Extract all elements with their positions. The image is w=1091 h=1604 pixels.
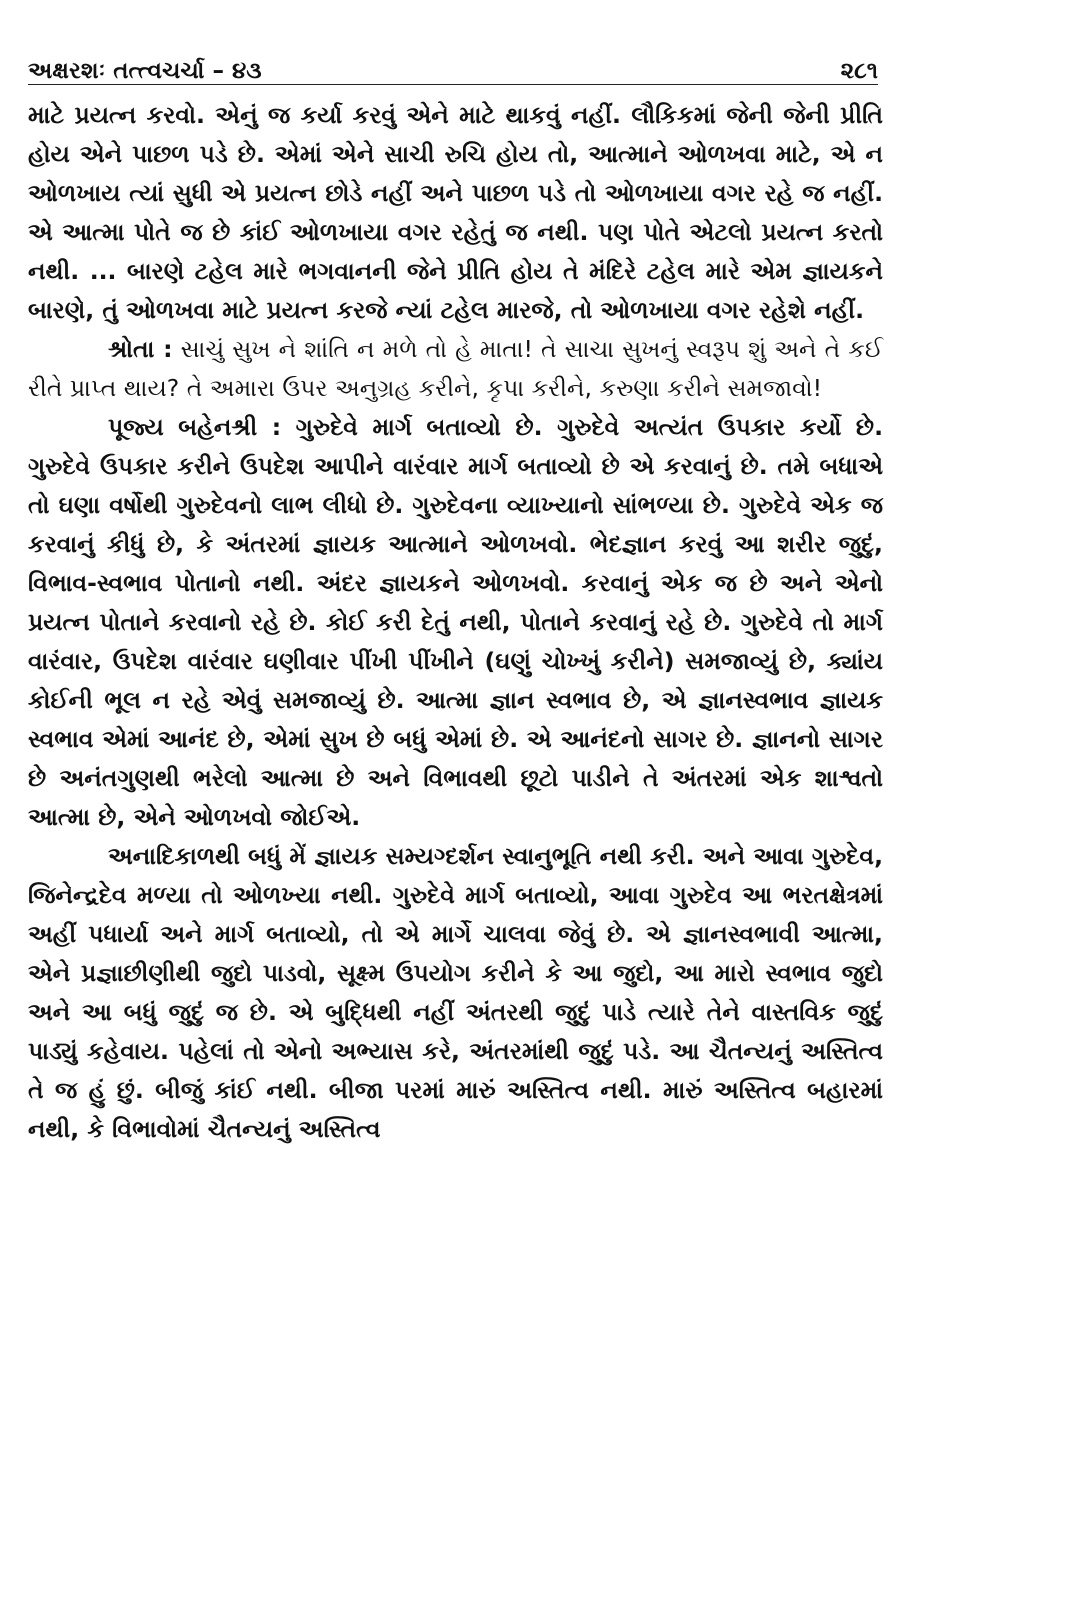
paragraph-text: અનાદિકાળથી બધું મેં જ્ઞાયક સમ્યગ્દર્શન સ્વાનુભૂતિ નથી કરી. અને આવા ગુરુદેવ, જિનેન્દ્રદેવ મળ્યા તો ઓળખ્યા નથી. ગુરુદેવે માર્ગ બતાવ્યો, આવા ગુરુદેવ આ ભરતક્ષેત્રમાં અહીં પધાર્યા અને માર્ગ બતાવ્યો, તો એ માર્ગે ચાલવા જેવું છે. એ જ્ઞાનસ્વભાવી આત્મા, એને પ્રજ્ઞાછીણીથી જુદો પાડવો, સૂક્ષ્મ ઉપયોગ કરીને કે આ જુદો, આ મારો સ્વભાવ જુદો અને આ બધું જુદું જ છે. એ બુદ્ધિથી નહીં અંતરથી જુદું પાડે ત્યારે તેને વાસ્તવિક જુદું પાડ્યું કહેવાય. પહેલાં તો એનો અભ્યાસ કરે, અંતરમાંથી જુદું પડે. આ ચૈતન્યનું અસ્તિત્વ તે જ હું છું. બીજું કાંઈ નથી. બીજા પરમાં મારું અસ્તિત્વ નથી. મારું અસ્તિત્વ બહારમાં નથી, કે વિભાવોમાં ચૈતન્યનું અસ્તિત્વ (28, 842, 883, 1143)
paragraph-continuation (28, 96, 883, 330)
running-title: અક્ષરશઃ તત્ત્વચર્ચા – ૪૩ (28, 58, 262, 84)
header-rule (28, 84, 878, 85)
paragraph-listener-question (28, 330, 883, 408)
paragraph-answer-continued (28, 837, 883, 1149)
speaker-label: પૂજ્ય બહેનશ્રી : (108, 413, 282, 441)
paragraph-text: માટે પ્રયત્ન કરવો. એનું જ કર્યા કરવું એને માટે થાકવું નહીં. લૌકિકમાં જેની જેની પ્રીતિ હોય એને પાછળ પડે છે. એમાં એને સાચી રુચિ હોય તો, આત્માને ઓળખવા માટે, એ ન ઓળખાય ત્યાં સુધી એ પ્રયત્ન છોડે નહીં અને પાછળ પડે તો ઓળખાયા વગર રહે જ નહીં. એ આત્મા પોતે જ છે કાંઈ ઓળખાયા વગર રહેતું જ નથી. પણ પોતે એટલો પ્રયત્ન કરતો નથી. ... બારણે ટહેલ મારે ભગવાનની જેને પ્રીતિ હોય તે મંદિરે ટહેલ મારે એમ જ્ઞાયકને બારણે, તું ઓળખવા માટે પ્રયત્ન કરજે ન્યાં ટહેલ મારજે, તો ઓળખાયા વગર રહેશે નહીં. (28, 101, 883, 324)
running-header (28, 48, 878, 84)
page-number: ૨૮૧ (840, 58, 878, 84)
paragraph-text: સાચું સુખ ને શાંતિ ન મળે તો હે માતા! તે સાચા સુખનું સ્વરૂપ શું અને તે કઈ રીતે પ્રાપ્ત થાય? તે અમારા ઉપર અનુગ્રહ કરીને, કૃપા કરીને, કરુણા કરીને સમજાવો! (28, 335, 883, 402)
paragraph-text: ગુરુદેવે માર્ગ બતાવ્યો છે. ગુરુદેવે અત્યંત ઉપકાર કર્યો છે. ગુરુદેવે ઉપકાર કરીને ઉપદેશ આપીને વારંવાર માર્ગ બતાવ્યો છે એ કરવાનું છે. તમે બધાએ તો ઘણા વર્ષોથી ગુરુદેવનો લાભ લીધો છે. ગુરુદેવના વ્યાખ્યાનો સાંભળ્યા છે. ગુરુદેવે એક જ કરવાનું કીધું છે, કે અંતરમાં જ્ઞાયક આત્માને ઓળખવો. ભેદજ્ઞાન કરવું આ શરીર જુદું, વિભાવ-સ્વભાવ પોતાનો નથી. અંદર જ્ઞાયકને ઓળખવો. કરવાનું એક જ છે અને એનો પ્રયત્ન પોતાને કરવાનો રહે છે. કોઈ કરી દેતું નથી, પોતાને કરવાનું રહે છે. ગુરુદેવે તો માર્ગ વારંવાર, ઉપદેશ વારંવાર ઘણીવાર પીંખી પીંખીને (ઘણું ચોખ્ખું કરીને) સમજાવ્યું છે, ક્યાંય કોઈની ભૂલ ન રહે એવું સમજાવ્યું છે. આત્મા જ્ઞાન સ્વભાવ છે, એ જ્ઞાનસ્વભાવ જ્ઞાયક સ્વભાવ એમાં આનંદ છે, એમાં સુખ છે બધું એમાં છે. એ આનંદનો સાગર છે. જ્ઞાનનો સાગર છે અનંતગુણથી ભરેલો આત્મા છે અને વિભાવથી છૂટો પાડીને તે અંતરમાં એક શાશ્વતો આત્મા છે, એને ઓળખવો જોઈએ. (28, 413, 884, 831)
paragraph-answer (28, 408, 883, 837)
speaker-label: શ્રોતા : (108, 335, 173, 363)
page-body (28, 96, 883, 1149)
